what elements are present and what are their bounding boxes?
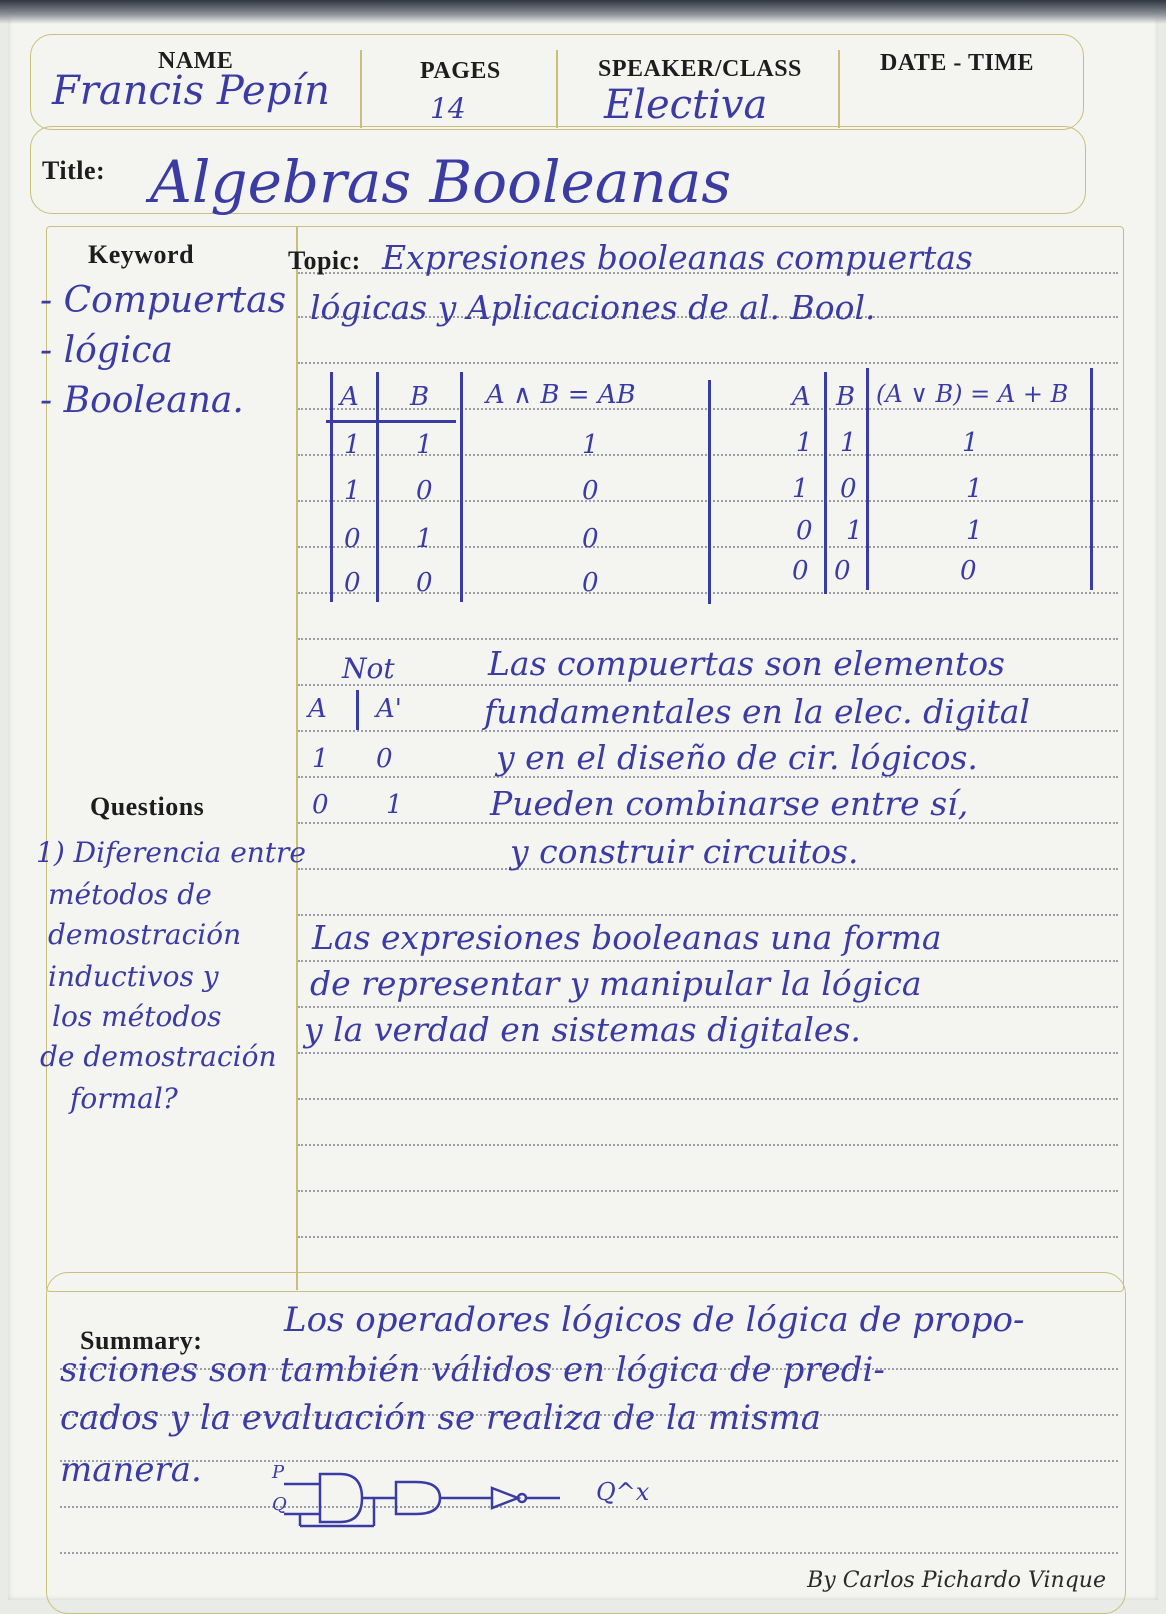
- ruled-line: [60, 1552, 1118, 1554]
- or-cell: 1: [962, 428, 979, 458]
- or-header-a: A: [792, 382, 811, 412]
- title-value: Algebras Booleanas: [150, 148, 732, 216]
- or-table-rule: [824, 372, 827, 594]
- logic-circuit-sketch: [270, 1456, 630, 1546]
- keyword-item: - lógica: [40, 330, 173, 371]
- summary-line: siciones son también válidos en lógica de predi-: [60, 1350, 885, 1390]
- note-line: Las expresiones booleanas una forma: [312, 918, 942, 957]
- note-line: Pueden combinarse entre sí,: [490, 784, 969, 823]
- and-cell: 1: [344, 430, 361, 460]
- summary-line: manera.: [60, 1450, 202, 1490]
- name-label: NAME: [158, 48, 234, 74]
- question-line: inductivos y: [48, 960, 219, 993]
- or-cell: 0: [796, 516, 813, 546]
- note-line: Las compuertas son elementos: [488, 644, 1005, 683]
- or-cell: 0: [834, 556, 851, 586]
- and-cell: 0: [582, 568, 599, 598]
- ruled-line: [298, 960, 1118, 962]
- keyword-label: Keyword: [88, 240, 195, 269]
- and-cell: 0: [416, 476, 433, 506]
- and-cell: 0: [416, 568, 433, 598]
- question-line: demostración: [48, 918, 242, 951]
- or-cell: 1: [796, 428, 813, 458]
- note-line: y la verdad en sistemas digitales.: [304, 1010, 861, 1049]
- not-cell: 1: [312, 744, 329, 774]
- question-line: formal?: [70, 1082, 178, 1115]
- or-cell: 0: [840, 474, 857, 504]
- topic-line: Expresiones booleanas compuertas: [382, 238, 973, 277]
- and-cell: 1: [582, 430, 599, 460]
- or-cell: 0: [792, 556, 809, 586]
- or-header-result: (A ∨ B) = A + B: [876, 380, 1069, 408]
- ruled-line: [298, 914, 1118, 916]
- not-cell: 0: [312, 790, 329, 820]
- and-cell: 0: [344, 524, 361, 554]
- name-value: Francis Pepín: [52, 68, 330, 114]
- credit-signature: By Carlos Pichardo Vinque: [807, 1568, 1106, 1593]
- ruled-line: [298, 1098, 1118, 1100]
- circuit-input-q: Q: [272, 1494, 287, 1515]
- ruled-line: [298, 638, 1118, 640]
- note-line: de representar y manipular la lógica: [310, 964, 922, 1003]
- circuit-output: Q^x: [596, 1478, 650, 1506]
- ruled-line: [298, 1052, 1118, 1054]
- note-line: fundamentales en la elec. digital: [484, 692, 1030, 731]
- and-cell: 0: [344, 568, 361, 598]
- note-line: y en el diseño de cir. lógicos.: [496, 738, 978, 777]
- and-table-rule: [708, 380, 711, 604]
- and-table-rule: [376, 372, 379, 602]
- summary-line: Los operadores lógicos de lógica de propo-: [284, 1300, 1025, 1340]
- summary-label: Summary:: [80, 1326, 203, 1355]
- or-cell: 1: [846, 516, 863, 546]
- and-header-result: A ∧ B = AB: [486, 380, 636, 410]
- or-table-rule: [1090, 368, 1093, 590]
- ruled-line: [298, 1190, 1118, 1192]
- ruled-line: [298, 362, 1118, 364]
- question-line: métodos de: [48, 878, 212, 911]
- and-cell: 1: [344, 476, 361, 506]
- keyword-item: - Compuertas: [40, 280, 287, 321]
- question-line: 1) Diferencia entre: [36, 836, 307, 869]
- or-cell: 1: [840, 428, 857, 458]
- title-label: Title:: [42, 156, 106, 185]
- pages-label: PAGES: [420, 58, 501, 84]
- not-title: Not: [342, 652, 395, 685]
- topic-line: lógicas y Aplicaciones de al. Bool.: [310, 288, 876, 327]
- question-line: los métodos: [52, 1000, 222, 1033]
- summary-line: cados y la evaluación se realiza de la misma: [60, 1398, 821, 1438]
- date-label: DATE - TIME: [880, 50, 1034, 76]
- not-cell: 0: [376, 744, 393, 774]
- ruled-line: [298, 1006, 1118, 1008]
- and-cell: 1: [416, 430, 433, 460]
- or-header-b: B: [836, 382, 856, 412]
- questions-label: Questions: [90, 792, 205, 821]
- or-cell: 1: [792, 474, 809, 504]
- note-line: y construir circuitos.: [510, 832, 859, 871]
- background-shadow: [0, 0, 1166, 24]
- speaker-value: Electiva: [604, 82, 768, 128]
- or-cell: 0: [960, 556, 977, 586]
- and-header-b: B: [410, 382, 430, 412]
- and-table-rule: [330, 372, 333, 602]
- topic-label: Topic:: [288, 246, 361, 275]
- pages-value: 14: [430, 92, 466, 125]
- keyword-item: - Booleana.: [40, 380, 244, 421]
- or-table-rule: [866, 368, 869, 590]
- column-divider: [296, 226, 298, 1290]
- and-table-rule: [326, 420, 456, 423]
- not-header-a: A: [308, 694, 327, 724]
- and-table-rule: [460, 372, 463, 602]
- header-divider: [556, 50, 558, 128]
- not-cell: 1: [386, 790, 403, 820]
- ruled-line: [298, 1144, 1118, 1146]
- question-line: de demostración: [40, 1040, 277, 1073]
- speaker-label: SPEAKER/CLASS: [598, 56, 802, 82]
- or-cell: 1: [966, 474, 983, 504]
- not-table-rule: [356, 690, 359, 730]
- and-cell: 0: [582, 524, 599, 554]
- header-divider: [838, 50, 840, 128]
- not-header-not-a: A': [376, 694, 402, 724]
- and-cell: 0: [582, 476, 599, 506]
- ruled-line: [298, 1236, 1118, 1238]
- header-divider: [360, 50, 362, 128]
- or-cell: 1: [966, 516, 983, 546]
- and-cell: 1: [416, 524, 433, 554]
- circuit-input-p: P: [272, 1462, 285, 1483]
- and-header-a: A: [340, 382, 359, 412]
- ruled-line: [298, 684, 1118, 686]
